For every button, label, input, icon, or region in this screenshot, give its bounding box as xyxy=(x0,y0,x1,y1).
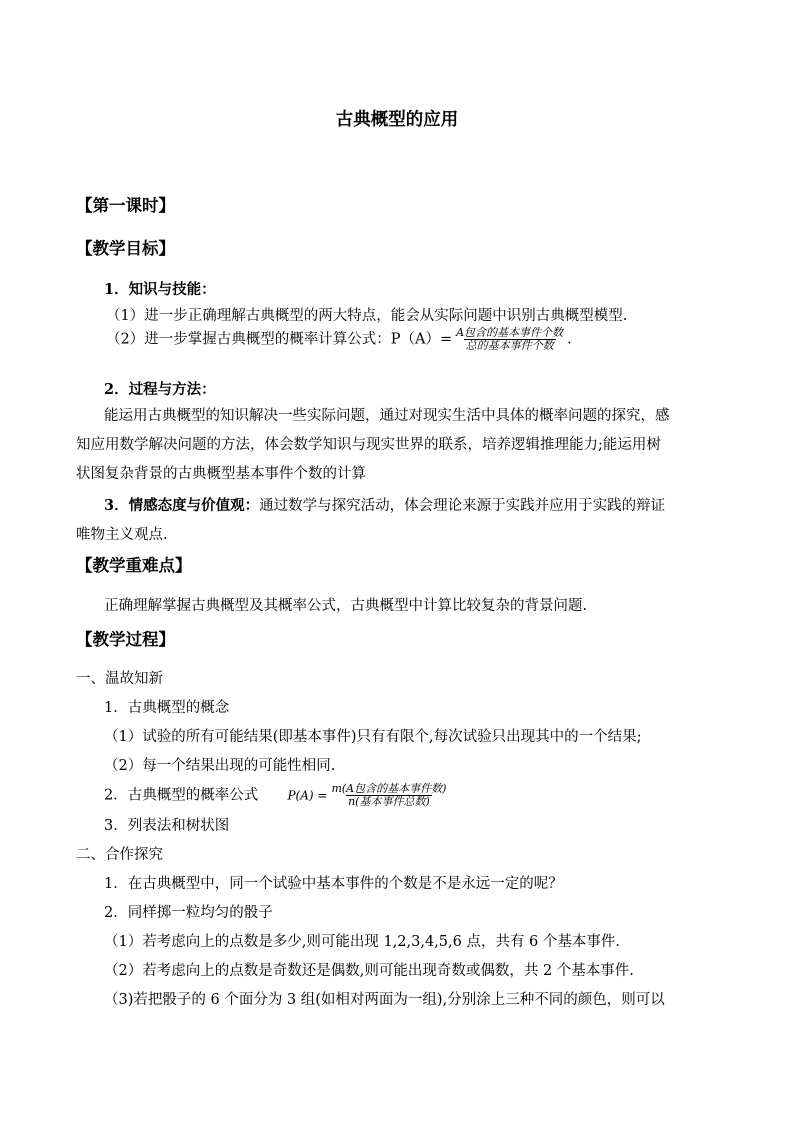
section-key-points: 【教学重难点】 xyxy=(76,556,192,575)
section-process: 【教学过程】 xyxy=(76,630,175,649)
knowledge-item-2-suffix: . xyxy=(567,331,572,348)
list-item-1a: （1）试验的所有可能结果(即基本事件)只有有限个,每次试验只出现其中的一个结果; xyxy=(104,729,642,745)
emotion-line-1 xyxy=(104,494,665,515)
part-1-heading: 一、温故知新 xyxy=(76,671,163,687)
process-text-line-3: 状图复杂背景的古典概型基本事件个数的计算 xyxy=(76,466,366,482)
list-item-1: 1．古典概型的概念 xyxy=(104,700,230,716)
formula-lhs: P(A) = xyxy=(287,788,328,803)
list-item-3: 3．列表法和树状图 xyxy=(104,818,230,834)
fraction-denominator: 总的基本事件个数 xyxy=(465,339,554,353)
question-2: 2．同样掷一粒均匀的骰子 xyxy=(104,905,273,921)
probability-fraction xyxy=(454,327,565,352)
knowledge-item-2-prefix: （2）进一步掌握古典概型的概率计算公式：P（A）= xyxy=(106,331,453,348)
list-item-2 xyxy=(104,783,450,808)
emotion-text: 通过数学与探究活动，体会理论来源于实践并应用于实践的辩证 xyxy=(259,498,666,514)
formula-denominator: n(基本事件总数) xyxy=(348,795,430,809)
knowledge-item-2 xyxy=(106,327,572,352)
process-heading: 2．过程与方法： xyxy=(104,381,216,398)
page-title: 古典概型的应用 xyxy=(335,110,459,130)
emotion-heading: 3．情感态度与价值观： xyxy=(104,497,260,514)
section-lesson: 【第一课时】 xyxy=(76,196,175,215)
key-points-text: 正确理解掌握古典概型及其概率公式，古典概型中计算比较复杂的背景问题. xyxy=(104,598,588,614)
question-2a: （1）若考虑向上的点数是多少,则可能出现 1,2,3,4,5,6 点，共有 6 个基本事件. xyxy=(104,934,621,950)
formula-numerator: m(A包含的基本事件数) xyxy=(331,782,447,795)
fraction-numerator: A包含的基本事件个数 xyxy=(456,326,564,339)
question-2b: （2）若考虑向上的点数是奇数还是偶数,则可能出现奇数或偶数，共 2 个基本事件. xyxy=(104,963,634,979)
question-1: 1．在古典概型中，同一个试验中基本事件的个数是不是永远一定的呢？ xyxy=(104,876,563,892)
question-2c: （3)若把骰子的 6 个面分为 3 组(如相对两面为一组),分别涂上三种不同的颜色，则可以 xyxy=(104,992,665,1008)
part-2-heading: 二、合作探究 xyxy=(76,847,163,863)
process-text-line-2: 知应用数学解决问题的方法，体会数学知识与现实世界的联系，培养逻辑推理能力;能运用树 xyxy=(76,437,661,453)
process-text-line-1: 能运用古典概型的知识解决一些实际问题，通过对现实生活中具体的概率问题的探究，感 xyxy=(104,408,670,424)
list-item-2-text: 2．古典概型的概率公式 xyxy=(104,787,259,804)
knowledge-heading: 1．知识与技能： xyxy=(104,281,216,298)
formula-fraction xyxy=(329,783,448,808)
list-item-1b: （2）每一个结果出现的可能性相同. xyxy=(104,758,336,774)
emotion-line-2: 唯物主义观点. xyxy=(76,527,168,543)
knowledge-item-1: （1）进一步正确理解古典概型的两大特点，能会从实际问题中识别古典概型模型. xyxy=(106,308,628,324)
section-goals: 【教学目标】 xyxy=(76,239,175,258)
